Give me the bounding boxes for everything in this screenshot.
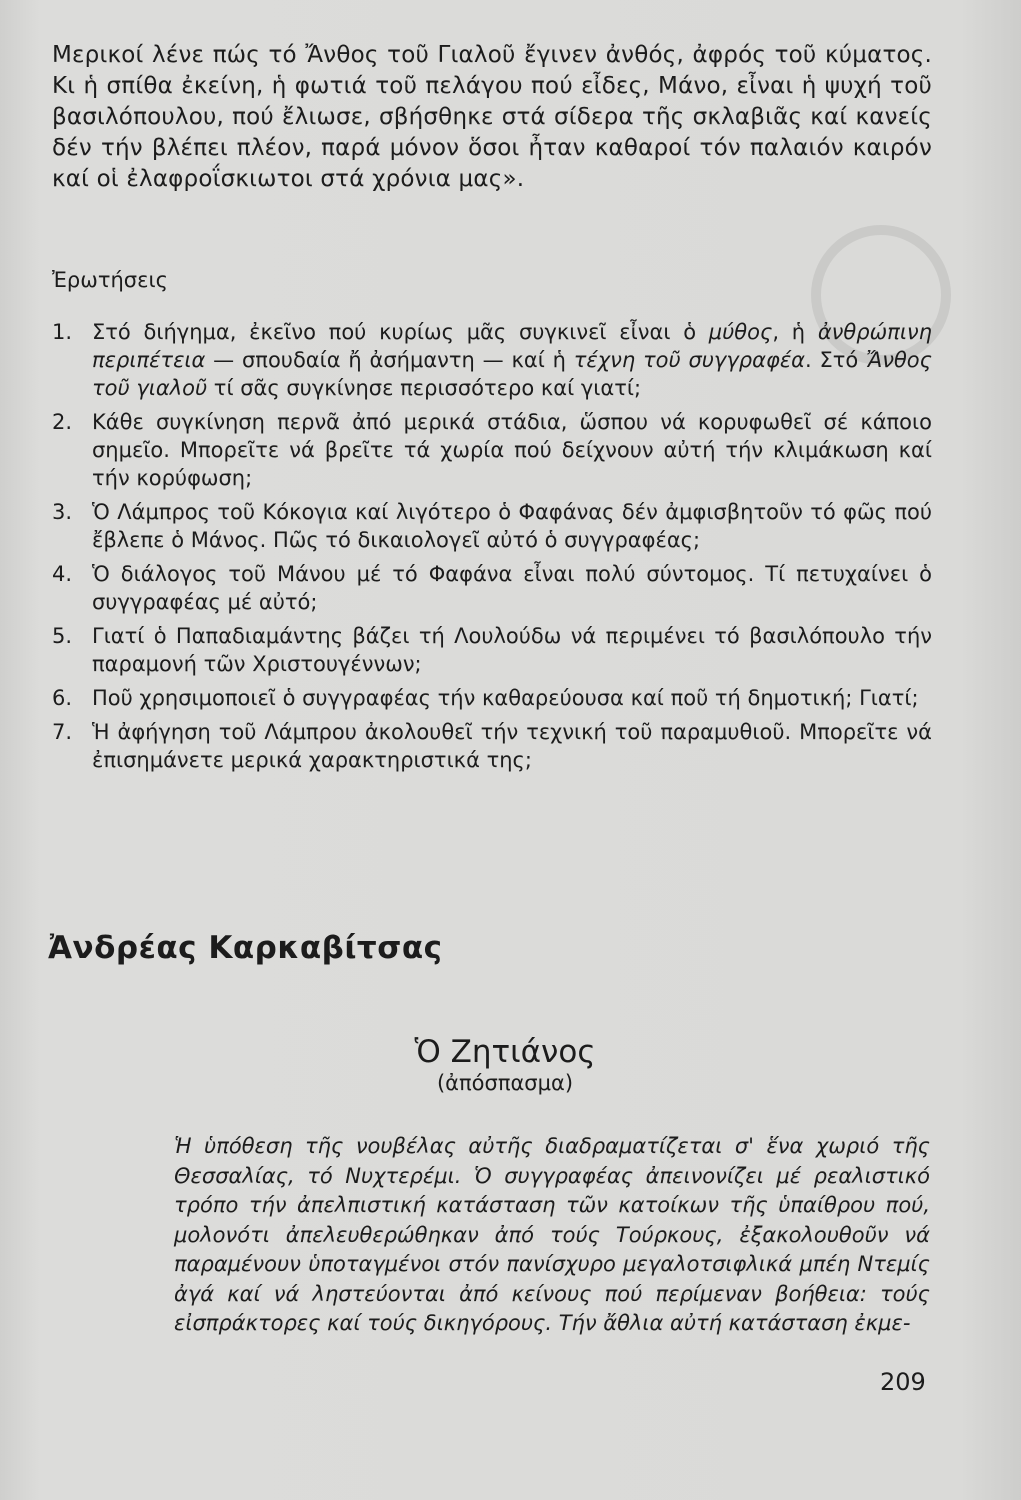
question-item xyxy=(52,622,932,678)
questions-heading: Ἐρωτήσεις xyxy=(52,268,168,292)
summary-paragraph: Ἡ ὑπόθεση τῆς νουβέλας αὐτῆς διαδραματίζεται σ' ἕνα χωριό τῆς Θεσσαλίας, τό Νυχτερέμι. Ὁ συγγραφέας ἀπεινονίζει μέ ρεαλιστικό τρόπο τήν ἀπελπιστική κατάσταση τῶν κατοίκων τῆς ὑπαίθρου πού, μολονότι ἀπελευθερώθηκαν ἀπό τούς Τούρκους, ἐξακολουθοῦν νά παραμένουν ὑποταγμένοι στόν πανίσχυρο μεγαλοτσιφλικά μπέη Ντεμίς ἀγά καί νά ληστεύονται ἀπό κείνους πού περίμεναν βοήθεια: τούς εἰσπράκτορες καί τούς δικηγόρους. Τήν ἄθλια αὐτή κατάσταση ἐκμε- xyxy=(174,1134,930,1335)
question-text: Ὁ διάλογος τοῦ Μάνου μέ τό Φαφάνα εἶναι πολύ σύντομος. Τί πετυχαίνει ὁ συγγραφέας μέ αὐτό; xyxy=(92,562,932,614)
question-number: 6. xyxy=(52,686,73,710)
question-item xyxy=(52,408,932,492)
question-number: 2. xyxy=(52,410,73,434)
question-text: Ὁ Λάμπρος τοῦ Κόκογια καί λιγότερο ὁ Φαφάνας δέν ἀμφισβητοῦν τό φῶς πού ἔβλεπε ὁ Μάνος. Πῶς τό δικαιολογεῖ αὐτό ὁ συγγραφέας; xyxy=(92,500,932,552)
question-number: 3. xyxy=(52,500,73,524)
question-text: Ποῦ χρησιμοποιεῖ ὁ συγγραφέας τήν καθαρεύουσα καί ποῦ τή δημοτική; Γιατί; xyxy=(92,686,919,710)
question-text: Στό διήγημα, ἐκεῖνο πού κυρίως μᾶς συγκινεῖ εἶναι ὁ μύθος, ἡ ἀνθρώπινη περιπέτεια — σπουδαία ἤ ἀσήμαντη — καί ἡ τέχνη τοῦ συγγραφέα. Στό Ἄνθος τοῦ γιαλοῦ τί σᾶς συγκίνησε περισσότερο καί γιατί; xyxy=(92,320,932,400)
question-item xyxy=(52,718,932,774)
question-text: Ἡ ἀφήγηση τοῦ Λάμπρου ἀκολουθεῖ τήν τεχνική τοῦ παραμυθιοῦ. Μπορεῖτε νά ἐπισημάνετε μερικά χαρακτηριστικά της; xyxy=(92,720,932,772)
question-number: 1. xyxy=(52,320,73,344)
question-item xyxy=(52,318,932,402)
questions-list xyxy=(52,318,932,780)
question-item xyxy=(52,560,932,616)
question-number: 5. xyxy=(52,624,73,648)
intro-paragraph: Μερικοί λένε πώς τό Ἄνθος τοῦ Γιαλοῦ ἔγινεν ἀνθός, ἀφρός τοῦ κύματος. Κι ἡ σπίθα ἐκείνη, ἡ φωτιά τοῦ πελάγου πού εἶδες, Μάνο, εἶναι ἡ ψυχή τοῦ βασιλόπουλου, πού ἔλιωσε, σβήσθηκε στά σίδερα τῆς σκλαβιᾶς καί κανείς δέν τήν βλέπει πλέον, παρά μόνον ὅσοι ἦταν καθαροί τόν παλαιόν καιρόν καί οἱ ἐλαφροΐσκιωτοι στά χρόνια μας». xyxy=(52,42,932,192)
author-heading: Ἀνδρέας Καρκαβίτσας xyxy=(48,930,443,966)
question-text: Γιατί ὁ Παπαδιαμάντης βάζει τή Λουλούδω νά περιμένει τό βασιλόπουλο τήν παραμονή τῶν Χριστουγέννων; xyxy=(92,624,932,676)
question-item xyxy=(52,498,932,554)
intro-text xyxy=(52,40,932,195)
question-item xyxy=(52,684,932,712)
question-text: Κάθε συγκίνηση περνᾶ ἀπό μερικά στάδια, ὥσπου νά κορυφωθεῖ σέ κάποιο σημεῖο. Μπορεῖτε νά βρεῖτε τά χωρία πού δείχνουν αὐτή τήν κλιμάκωση καί τήν κορύφωση; xyxy=(92,410,932,490)
work-title: Ὁ Ζητιάνος xyxy=(414,1034,596,1070)
question-number: 4. xyxy=(52,562,73,586)
question-number: 7. xyxy=(52,720,73,744)
page-number: 209 xyxy=(880,1368,926,1396)
work-subtitle: (ἀπόσπασμα) xyxy=(436,1071,574,1095)
